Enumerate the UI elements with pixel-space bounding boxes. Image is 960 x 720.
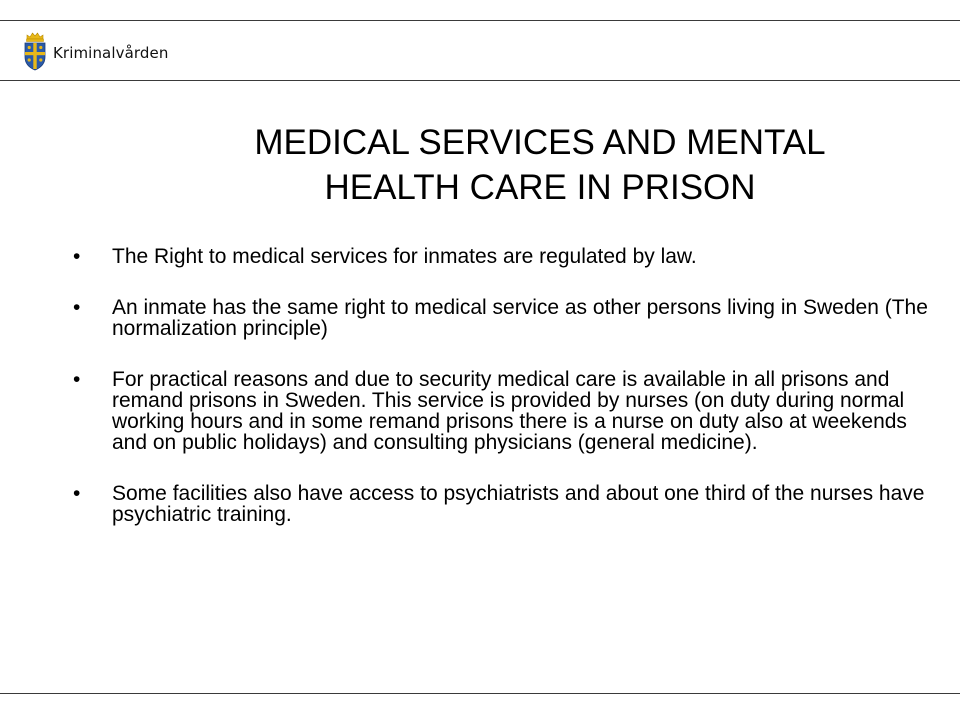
bullet-item	[73, 246, 933, 267]
bullet-dot: •	[73, 368, 81, 391]
logo	[22, 30, 168, 72]
top-rule	[0, 20, 960, 21]
bullet-item	[73, 369, 933, 453]
coat-of-arms-icon	[22, 30, 48, 72]
header-rule	[0, 80, 960, 81]
slide-title	[150, 120, 930, 210]
bullet-dot: •	[73, 482, 81, 505]
title-line-1: MEDICAL SERVICES AND MENTAL	[254, 123, 826, 162]
title-line-2: HEALTH CARE IN PRISON	[324, 168, 756, 207]
bullet-text: The Right to medical services for inmates are regulated by law.	[112, 245, 697, 268]
bullet-dot: •	[73, 245, 81, 268]
bullet-dot: •	[73, 296, 81, 319]
bullet-item	[73, 483, 933, 525]
bullet-text: An inmate has the same right to medical service as other persons living in Sweden (The normalization principle)	[112, 296, 928, 340]
logo-name: Kriminalvården	[53, 44, 169, 62]
bottom-rule	[0, 693, 960, 694]
bullet-text: Some facilities also have access to psychiatrists and about one third of the nurses have psychiatric training.	[112, 482, 925, 526]
bullet-text: For practical reasons and due to security medical care is available in all prisons and remand prisons in Sweden. This service is provided by nurses (on duty during normal working hours and in some remand prisons there is a nurse on duty also at weekends and on public holidays) and consulting physicians (general medicine).	[112, 368, 907, 454]
bullet-item	[73, 297, 933, 339]
bullet-list	[73, 246, 933, 555]
